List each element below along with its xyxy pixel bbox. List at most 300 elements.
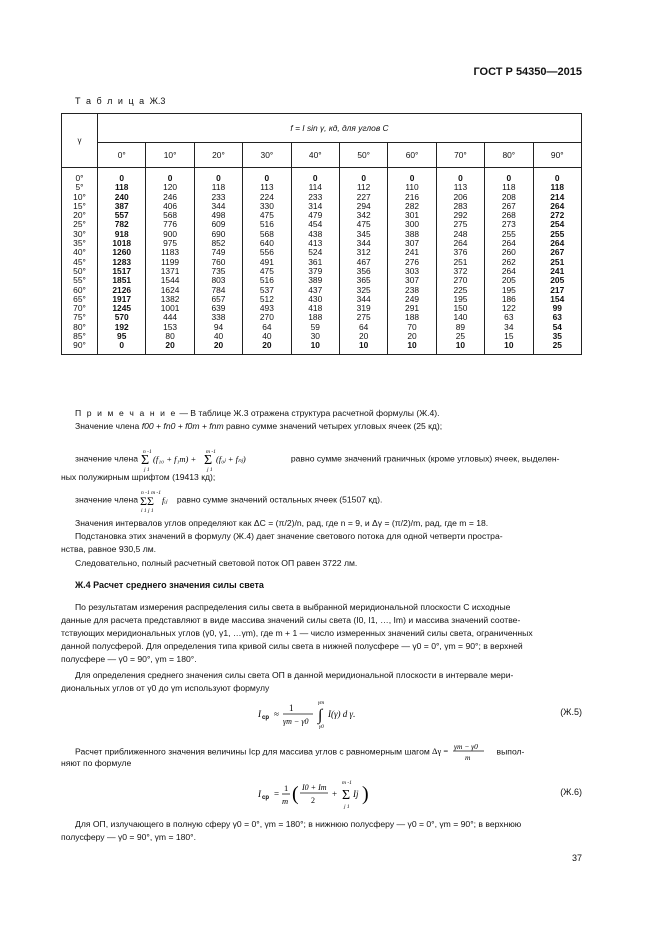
table-cell: 342 [356, 210, 371, 221]
svg-text:ΣΣ: ΣΣ [140, 494, 155, 508]
table-cell: 307 [405, 275, 420, 286]
table-cell: 0 [361, 173, 366, 183]
svg-text:): ) [362, 783, 369, 805]
table-cell: 154 [550, 293, 565, 304]
table-caption-number: Ж.3 [149, 96, 166, 106]
table-cell: 344 [356, 293, 371, 304]
table-cell: 475 [356, 219, 371, 230]
gamma-value: 70° [73, 303, 86, 314]
gamma-value: 75° [73, 312, 86, 323]
table-cell: 40 [262, 331, 272, 342]
table-cell: 749 [211, 247, 226, 258]
table-cell: 206 [453, 191, 468, 202]
table-cell: 251 [453, 256, 468, 267]
gamma-header: γ [62, 114, 98, 168]
value-column-2 [194, 168, 242, 355]
table-cell: 387 [114, 200, 129, 211]
table-cell: 291 [405, 303, 420, 314]
table-cell: 264 [501, 265, 516, 276]
svg-text:m -1: m -1 [342, 780, 352, 786]
table-cell: 319 [356, 303, 371, 314]
table-cell: 208 [501, 191, 516, 202]
table-cell: 246 [163, 191, 178, 202]
table-cell: 294 [356, 200, 371, 211]
note-prefix: П р и м е ч а н и е [75, 408, 177, 418]
table-cell: 224 [259, 191, 274, 202]
value-column-7 [436, 168, 484, 355]
table-cell: 0 [312, 173, 318, 183]
table-cell: 195 [501, 284, 516, 295]
edge-text: равно сумме значений граничных (кроме угловых) ячеек, выделен- [290, 453, 560, 464]
corner-text: равно сумме значений четырех угловых ячеек (25 кд); [226, 421, 443, 431]
table-cell: 413 [308, 238, 323, 249]
table-caption [75, 96, 165, 106]
table-cell: 345 [356, 228, 371, 239]
note-line [75, 407, 585, 419]
table-cell: 556 [259, 247, 274, 258]
table-cell: 233 [308, 191, 323, 202]
table-cell: 188 [308, 312, 323, 323]
table-cell: 70 [407, 321, 417, 332]
table-cell: 122 [501, 303, 516, 314]
table-cell: 264 [453, 238, 468, 249]
table-cell: 264 [550, 200, 565, 211]
table-cell: 361 [308, 256, 323, 267]
table-cell: 735 [211, 265, 226, 276]
table-cell: 270 [259, 312, 274, 323]
table-cell: 2126 [112, 284, 132, 295]
svg-text:Σ: Σ [342, 788, 351, 803]
table-cell: 188 [405, 312, 420, 323]
inner-sum-formula [140, 487, 174, 513]
table-cell: 153 [163, 321, 178, 332]
table-cell: 10 [358, 340, 369, 351]
table-cell: 444 [163, 312, 178, 323]
table-cell: 63 [552, 312, 562, 323]
table-cell: 238 [405, 284, 420, 295]
table-cell: 255 [501, 228, 516, 239]
table-cell: 1624 [160, 284, 180, 295]
table-cell: 0 [119, 173, 125, 183]
substitution-text-1: Подстановка этих значений в формулу (Ж.4) дает значение светового потока для одной четверти простра- [75, 531, 503, 541]
super-header-text: f = I sin γ, кд, для углов C [290, 123, 389, 133]
table-cell: 276 [405, 256, 420, 267]
eq6-number: (Ж.6) [560, 787, 582, 797]
angle-header-7: 70° [436, 143, 484, 168]
angle-header-5: 50° [339, 143, 387, 168]
table-cell: 251 [550, 256, 565, 267]
table-cell: 300 [405, 219, 420, 230]
table-cell: 118 [211, 182, 226, 193]
table-cell: 112 [356, 182, 371, 193]
gamma-value: 85° [73, 331, 86, 342]
table-cell: 25 [455, 331, 466, 342]
table-cell: 1917 [112, 293, 132, 304]
table-cell: 1283 [112, 256, 132, 267]
paragraph-3-text: Расчет приближенного значения величины Iср для массива углов с равномерным шагом [75, 746, 430, 757]
svg-text:I0 + Im: I0 + Im [302, 783, 327, 792]
table-cell: 1382 [160, 293, 180, 304]
gamma-value: 10° [73, 191, 86, 202]
table-cell: 264 [550, 238, 565, 249]
svg-text:I(γ) d γ.: I(γ) d γ. [328, 709, 356, 719]
paragraph-2-line-2: диональных углов от γ0 до γm используют формулу [61, 683, 270, 693]
gamma-value: 50° [73, 265, 86, 276]
table-cell: 479 [308, 210, 323, 221]
table-cell: 255 [550, 228, 565, 239]
svg-text:n -1 m -1: n -1 m -1 [141, 490, 162, 496]
svg-text:Σ: Σ [141, 453, 150, 468]
table-cell: 776 [163, 219, 178, 230]
table-cell: 312 [356, 247, 371, 258]
paragraph-4-line-2: полусферу — γ0 = 90°, γm = 180°. [61, 832, 197, 842]
table-cell: 690 [211, 228, 226, 239]
substitution-text-2: нства, равное 930,5 лм. [61, 544, 157, 554]
table-cell: 110 [405, 182, 419, 193]
corner-lead: Значение члена [75, 421, 140, 431]
angle-header-4: 40° [291, 143, 339, 168]
table-cell: 20 [262, 340, 272, 351]
table-cell: 270 [453, 275, 468, 286]
table-cell: 248 [453, 228, 468, 239]
table-cell: 25 [552, 340, 562, 351]
table-cell: 283 [453, 200, 468, 211]
table-cell: 114 [308, 182, 322, 193]
table-cell: 0 [554, 173, 560, 183]
table-cell: 275 [356, 312, 371, 323]
gamma-value: 5° [75, 182, 84, 193]
svg-text:Ij: Ij [353, 789, 359, 799]
table-caption-prefix: Т а б л и ц а [75, 96, 146, 106]
inner-text: равно сумме значений остальных ячеек (51507 кд). [176, 494, 383, 505]
svg-text:m -1: m -1 [206, 449, 217, 455]
table-cell: 113 [453, 182, 468, 193]
angle-header-2: 20° [194, 143, 242, 168]
table-cell: 467 [356, 256, 371, 267]
paragraph-2-line-1: Для определения среднего значения силы света ОП в данной меридиональной плоскости в интервале мери- [75, 670, 514, 680]
table-cell: 1245 [112, 303, 132, 314]
table-cell: 475 [259, 210, 274, 221]
table-cell: 493 [259, 303, 274, 314]
table-cell: 30 [310, 331, 320, 342]
table-cell: 388 [405, 228, 420, 239]
table-cell: 0 [409, 173, 415, 183]
table-cell: 217 [550, 284, 565, 295]
gamma-value: 45° [73, 256, 86, 267]
table-cell: 10 [407, 340, 417, 351]
table-cell: 268 [501, 210, 516, 221]
angle-header-1: 10° [146, 143, 194, 168]
table-cell: 516 [259, 219, 274, 230]
table-cell: 330 [259, 200, 274, 211]
table-cell: 537 [259, 284, 274, 295]
edge-term-line [75, 446, 585, 472]
svg-text:∫: ∫ [318, 707, 323, 724]
table-cell: 120 [163, 182, 178, 193]
svg-text:I: I [258, 789, 261, 799]
table-cell: 195 [453, 293, 468, 304]
svg-text:m: m [465, 753, 471, 762]
gamma-value: 80° [73, 321, 86, 332]
table-cell: 254 [550, 219, 565, 230]
total-flux-text: Следовательно, полный расчетный световой поток ОП равен 3722 лм. [75, 558, 358, 568]
gamma-value: 65° [73, 293, 86, 304]
table-cell: 192 [114, 321, 129, 332]
svg-text:1: 1 [284, 783, 289, 793]
table-cell: 1001 [160, 303, 180, 314]
table-cell: 338 [211, 312, 226, 323]
table-cell: 389 [308, 275, 323, 286]
value-column-1 [146, 168, 194, 355]
intervals-text: Значения интервалов углов определяют как ΔC = (π/2)/n, рад, где n = 9, и Δγ = (π/2)/m, рад, где m = 18. [75, 518, 489, 528]
gamma-value: 90° [73, 340, 86, 351]
paragraph-4-line-1: Для ОП, излучающего в полную сферу γ0 = 0°, γm = 180°; в нижнюю полусферу — γ0 = 0°, γm = 90°; в верхнюю [75, 819, 522, 829]
table-cell: 260 [501, 247, 516, 258]
table-cell: 1183 [161, 247, 180, 258]
svg-text:fᵢⱼ: fᵢⱼ [162, 495, 168, 505]
svg-text:γm: γm [318, 700, 325, 706]
table-cell: 233 [211, 191, 226, 202]
svg-text:n -1: n -1 [143, 449, 153, 455]
note-text: — В таблице Ж.3 отражена структура расчетной формулы (Ж.4). [179, 408, 440, 418]
table-cell: 292 [453, 210, 468, 221]
table-cell: 262 [501, 256, 516, 267]
table-cell: 512 [259, 293, 274, 304]
table-cell: 267 [550, 247, 565, 258]
gamma-value: 0° [75, 173, 84, 183]
table-cell: 782 [114, 219, 129, 230]
paragraph-3-line-2: няют по формуле [61, 758, 132, 768]
table-cell: 118 [550, 182, 565, 193]
table-cell: 524 [308, 247, 323, 258]
paragraph-3-tail: выпол- [496, 746, 525, 757]
table-cell: 275 [453, 219, 468, 230]
table-cell: 784 [211, 284, 226, 295]
value-column-3 [243, 168, 291, 355]
table-cell: 113 [260, 182, 274, 193]
table-cell: 89 [455, 321, 466, 332]
paragraph-1-line-2: данные для расчета представляют в виде массива значений силы света (I0, I1, …, Im) и массива значений соотве- [61, 615, 521, 625]
table-cell: 570 [114, 312, 129, 323]
svg-text:(f₁₀ + f₁m) +: (f₁₀ + f₁m) + [153, 454, 197, 464]
table-cell: 267 [501, 200, 516, 211]
angle-header-9: 90° [533, 143, 581, 168]
table-cell: 34 [504, 321, 514, 332]
table-cell: 365 [356, 275, 371, 286]
table-cell: 20 [165, 340, 175, 351]
formula-zh6 [258, 776, 378, 814]
gamma-value: 55° [73, 275, 86, 286]
table-cell: 418 [308, 303, 323, 314]
value-column-8 [485, 168, 533, 355]
table-cell: 1371 [160, 265, 180, 276]
gamma-value: 60° [73, 284, 86, 295]
angle-header-0: 0° [98, 143, 146, 168]
table-cell: 356 [356, 265, 371, 276]
svg-text:m: m [282, 796, 289, 806]
svg-text:I: I [258, 709, 261, 719]
table-cell: 0 [119, 340, 125, 351]
edge-text-2: ных полужирным шрифтом (19413 кд); [61, 472, 216, 482]
svg-text:γm − γ0: γm − γ0 [454, 742, 479, 751]
table-cell: 803 [211, 275, 226, 286]
paragraph-1-line-5: полусфере — γ0 = 90°, γm = 180°. [61, 654, 197, 664]
table-cell: 1544 [160, 275, 180, 286]
gamma-column [62, 168, 98, 355]
table-cell: 35 [552, 331, 562, 342]
svg-text:γ0: γ0 [319, 724, 324, 730]
table-cell: 20 [213, 340, 224, 351]
table-cell: 516 [259, 275, 274, 286]
edge-sum-formula [140, 446, 288, 472]
paragraph-1-line-1: По результатам измерения распределения силы света в выбранной меридиональной плоскости C исходные [75, 602, 511, 612]
table-cell: 609 [211, 219, 226, 230]
table-cell: 20 [358, 331, 369, 342]
table-cell: 20 [407, 331, 417, 342]
table-cell: 205 [550, 275, 565, 286]
table-cell: 568 [163, 210, 178, 221]
table-cell: 249 [405, 293, 420, 304]
table-cell: 975 [163, 238, 178, 249]
inner-lead: значение члена [75, 494, 139, 505]
table-cell: 406 [163, 200, 178, 211]
table-cell: 241 [550, 265, 565, 276]
table-cell: 557 [114, 210, 129, 221]
table-cell: 303 [405, 265, 420, 276]
gamma-value: 40° [73, 247, 86, 258]
svg-text:(f₀ⱼ + fₙⱼ): (f₀ⱼ + fₙⱼ) [216, 454, 247, 464]
table-cell: 59 [310, 321, 320, 332]
table-cell: 64 [358, 321, 369, 332]
table-cell: 379 [308, 265, 323, 276]
table-cell: 568 [259, 228, 274, 239]
table-cell: 0 [506, 173, 512, 183]
table-cell: 40 [213, 331, 224, 342]
doc-number: ГОСТ Р 54350—2015 [473, 66, 582, 78]
table-cell: 430 [308, 293, 323, 304]
table-cell: 344 [356, 238, 371, 249]
table-cell: 307 [405, 238, 420, 249]
angle-header-8: 80° [485, 143, 533, 168]
svg-text:i 1 j 1: i 1 j 1 [141, 508, 155, 513]
table-cell: 918 [114, 228, 129, 239]
svg-text:j 1: j 1 [344, 804, 350, 810]
paragraph-1-line-3: тствующих меридиональных углов (γ0, γ1, …γm), где m + 1 — число измеренных значений силы света, ограниченных [61, 628, 533, 638]
angle-header-6: 60° [388, 143, 436, 168]
luminous-table [61, 113, 582, 355]
edge-term-line-2 [61, 471, 571, 483]
table-cell: 1851 [112, 275, 132, 286]
svg-text:≈: ≈ [274, 709, 279, 719]
table-cell: 0 [264, 173, 270, 183]
paragraph-1-line-4: данной полусферой. Для определения типа кривой силы света в нижней полусфере — γ0 = 0°, γm = 90°; в верхней [61, 641, 523, 651]
page-number: 37 [571, 853, 582, 863]
svg-text:2: 2 [311, 796, 315, 805]
table-cell: 241 [405, 247, 420, 258]
eq5-number: (Ж.5) [560, 707, 582, 717]
svg-text:Σ: Σ [204, 453, 213, 468]
table-cell: 272 [550, 210, 565, 221]
svg-text:1: 1 [289, 703, 294, 713]
edge-lead: значение члена [75, 453, 139, 464]
table-cell: 63 [504, 312, 514, 323]
gamma-value: 35° [73, 238, 86, 249]
table-cell: 118 [502, 182, 516, 193]
table-cell: 325 [356, 284, 371, 295]
svg-text:j 1: j 1 [207, 467, 214, 472]
table-cell: 900 [163, 228, 178, 239]
table-cell: 94 [213, 321, 224, 332]
table-cell: 118 [114, 182, 129, 193]
table-cell: 0 [216, 173, 221, 183]
table-cell: 376 [453, 247, 468, 258]
inner-term-line [75, 487, 585, 513]
svg-text:(: ( [292, 783, 299, 805]
gamma-value: 15° [73, 200, 86, 211]
table-cell: 54 [552, 321, 562, 332]
table-cell: 273 [501, 219, 516, 230]
value-column-9 [533, 168, 581, 355]
svg-text:γm − γ0: γm − γ0 [283, 717, 309, 726]
table-cell: 282 [405, 200, 420, 211]
table-cell: 639 [211, 303, 226, 314]
table-cell: 438 [308, 228, 323, 239]
table-cell: 95 [117, 331, 127, 342]
table-cell: 491 [259, 256, 274, 267]
table-cell: 10 [310, 340, 320, 351]
table-cell: 264 [501, 238, 516, 249]
svg-text:Δγ =: Δγ = [432, 746, 449, 756]
table-cell: 760 [211, 256, 226, 267]
table-cell: 1517 [112, 265, 132, 276]
table-cell: 214 [550, 191, 565, 202]
table-cell: 186 [501, 293, 516, 304]
table-cell: 205 [501, 275, 516, 286]
table-cell: 225 [453, 284, 468, 295]
table-cell: 498 [211, 210, 226, 221]
table-cell: 437 [308, 284, 323, 295]
table-cell: 344 [211, 200, 226, 211]
value-column-6 [388, 168, 436, 355]
table-cell: 150 [453, 303, 468, 314]
formula-zh5 [258, 697, 378, 733]
svg-text:ср: ср [262, 795, 270, 801]
svg-text:+: + [332, 789, 338, 799]
gamma-value: 25° [73, 219, 86, 230]
table-cell: 64 [262, 321, 272, 332]
table-cell: 227 [356, 191, 371, 202]
table-cell: 454 [308, 219, 323, 230]
table-cell: 10 [455, 340, 466, 351]
table-cell: 314 [308, 200, 323, 211]
table-cell: 15 [504, 331, 514, 342]
svg-text:ср: ср [262, 715, 270, 721]
table-cell: 0 [167, 173, 173, 183]
table-cell: 640 [259, 238, 274, 249]
corner-formula: f00 + fn0 + f0m + fnm [141, 421, 224, 431]
table-cell: 216 [405, 191, 420, 202]
value-column-5 [339, 168, 387, 355]
angle-header-3: 30° [243, 143, 291, 168]
table-cell: 240 [114, 191, 129, 202]
table-cell: 657 [211, 293, 226, 304]
table-cell: 140 [453, 312, 468, 323]
value-column-4 [291, 168, 339, 355]
table-cell: 1260 [112, 247, 132, 258]
table-cell: 10 [504, 340, 514, 351]
table-cell: 475 [259, 265, 274, 276]
super-header [98, 114, 582, 143]
